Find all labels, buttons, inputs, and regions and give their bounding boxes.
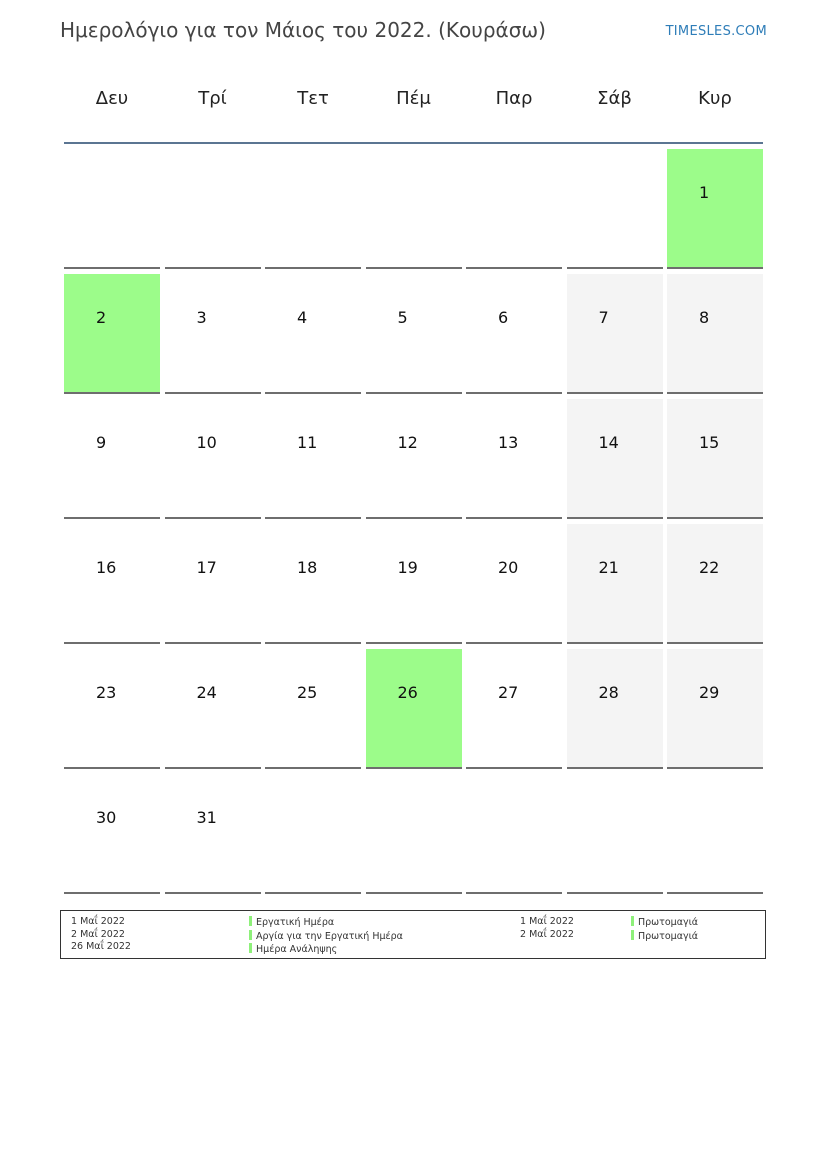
calendar-empty-cell xyxy=(466,774,562,894)
calendar-empty-cell xyxy=(265,149,361,269)
calendar-day-cell[interactable] xyxy=(265,274,361,394)
day-number: 16 xyxy=(96,558,117,577)
holiday-color-marker xyxy=(249,916,252,926)
calendar-day-cell[interactable] xyxy=(667,649,763,769)
calendar-day-cell[interactable] xyxy=(165,649,261,769)
day-number: 17 xyxy=(196,558,217,577)
holiday-color-marker xyxy=(249,930,252,940)
calendar-day-cell[interactable] xyxy=(265,524,361,644)
day-number: 5 xyxy=(397,308,408,327)
calendar-empty-cell xyxy=(265,774,361,894)
legend-holiday-name: Ημέρα Ανάληψης xyxy=(256,944,338,955)
calendar-empty-cell xyxy=(366,774,462,894)
legend-dates-group2 xyxy=(520,916,574,941)
day-number: 18 xyxy=(297,558,318,577)
legend-holiday-name: Πρωτομαγιά xyxy=(638,917,699,928)
legend-dates-group1 xyxy=(71,916,131,954)
day-number: 28 xyxy=(598,683,619,702)
day-number: 1 xyxy=(699,183,710,202)
weekday-label: Τετ xyxy=(297,88,329,109)
day-number: 24 xyxy=(196,683,217,702)
legend-holiday-name: Εργατική Ημέρα xyxy=(256,917,335,928)
day-number: 6 xyxy=(498,308,509,327)
calendar-day-cell[interactable] xyxy=(667,399,763,519)
day-number: 25 xyxy=(297,683,318,702)
calendar-day-cell[interactable] xyxy=(265,399,361,519)
day-number: 8 xyxy=(699,308,710,327)
legend-item xyxy=(631,916,698,930)
day-number: 14 xyxy=(598,433,619,452)
holiday-color-marker xyxy=(631,930,634,940)
day-number: 30 xyxy=(96,808,117,827)
legend-date: 2 Μαΐ 2022 xyxy=(520,928,574,940)
day-number: 7 xyxy=(598,308,609,327)
calendar-day-cell[interactable] xyxy=(366,649,462,769)
legend-date: 1 Μαΐ 2022 xyxy=(71,916,125,927)
calendar-day-cell[interactable] xyxy=(667,149,763,269)
day-number: 26 xyxy=(397,683,418,702)
calendar-day-cell[interactable] xyxy=(466,274,562,394)
calendar-day-cell[interactable] xyxy=(667,274,763,394)
day-number: 9 xyxy=(96,433,107,452)
calendar-grid xyxy=(64,149,764,896)
calendar-day-cell[interactable] xyxy=(64,524,160,644)
calendar-day-cell[interactable] xyxy=(567,399,663,519)
calendar-day-cell[interactable] xyxy=(64,399,160,519)
calendar-day-cell[interactable] xyxy=(64,274,160,394)
calendar-empty-cell xyxy=(567,149,663,269)
brand-link[interactable]: TIMESLES.COM xyxy=(665,24,767,39)
calendar-day-cell[interactable] xyxy=(466,524,562,644)
legend-names-group2 xyxy=(631,916,698,943)
day-number: 4 xyxy=(297,308,308,327)
legend-names-group1 xyxy=(249,916,403,957)
holiday-legend xyxy=(60,910,766,959)
legend-item xyxy=(249,916,403,930)
calendar-empty-cell xyxy=(567,774,663,894)
calendar-day-cell[interactable] xyxy=(265,649,361,769)
header-divider xyxy=(64,142,763,144)
calendar-day-cell[interactable] xyxy=(366,399,462,519)
weekday-label: Τρί xyxy=(198,88,227,109)
legend-date: 2 Μαΐ 2022 xyxy=(71,928,125,940)
calendar-day-cell[interactable] xyxy=(165,274,261,394)
weekday-header-row xyxy=(64,88,764,120)
calendar-empty-cell xyxy=(366,149,462,269)
holiday-color-marker xyxy=(631,916,634,926)
calendar-day-cell[interactable] xyxy=(667,524,763,644)
day-number: 13 xyxy=(498,433,519,452)
legend-date: 26 Μαΐ 2022 xyxy=(71,941,131,952)
calendar-day-cell[interactable] xyxy=(466,399,562,519)
holiday-color-marker xyxy=(249,943,252,953)
day-number: 29 xyxy=(699,683,720,702)
calendar-empty-cell xyxy=(64,149,160,269)
day-number: 10 xyxy=(196,433,217,452)
legend-item xyxy=(249,943,403,957)
weekday-label: Πέμ xyxy=(396,88,431,109)
legend-holiday-name: Πρωτομαγιά xyxy=(638,930,699,942)
day-number: 31 xyxy=(196,808,217,827)
legend-holiday-name: Αργία για την Εργατική Ημέρα xyxy=(256,930,403,942)
calendar-day-cell[interactable] xyxy=(567,649,663,769)
day-number: 21 xyxy=(598,558,619,577)
calendar-empty-cell xyxy=(165,149,261,269)
day-number: 27 xyxy=(498,683,519,702)
weekday-label: Σάβ xyxy=(597,88,632,109)
legend-item xyxy=(249,930,403,944)
calendar-day-cell[interactable] xyxy=(366,274,462,394)
calendar-day-cell[interactable] xyxy=(165,399,261,519)
calendar-day-cell[interactable] xyxy=(567,274,663,394)
calendar-day-cell[interactable] xyxy=(366,524,462,644)
day-number: 3 xyxy=(196,308,207,327)
day-number: 19 xyxy=(397,558,418,577)
weekday-label: Κυρ xyxy=(698,88,732,109)
calendar-day-cell[interactable] xyxy=(64,774,160,894)
page-title: Ημερολόγιο για τον Μάιος του 2022. (Κουράσω) xyxy=(60,18,546,42)
day-number: 23 xyxy=(96,683,117,702)
calendar-day-cell[interactable] xyxy=(165,774,261,894)
calendar-day-cell[interactable] xyxy=(466,649,562,769)
calendar-empty-cell xyxy=(667,774,763,894)
legend-item xyxy=(631,930,698,944)
day-number: 12 xyxy=(397,433,418,452)
day-number: 2 xyxy=(96,308,107,327)
day-number: 22 xyxy=(699,558,720,577)
weekday-label: Δευ xyxy=(95,88,129,109)
weekday-label: Παρ xyxy=(495,88,533,109)
day-number: 20 xyxy=(498,558,519,577)
day-number: 15 xyxy=(699,433,720,452)
calendar-day-cell[interactable] xyxy=(567,524,663,644)
calendar-day-cell[interactable] xyxy=(64,649,160,769)
calendar-empty-cell xyxy=(466,149,562,269)
calendar-day-cell[interactable] xyxy=(165,524,261,644)
legend-date: 1 Μαΐ 2022 xyxy=(520,916,574,927)
day-number: 11 xyxy=(297,433,318,452)
